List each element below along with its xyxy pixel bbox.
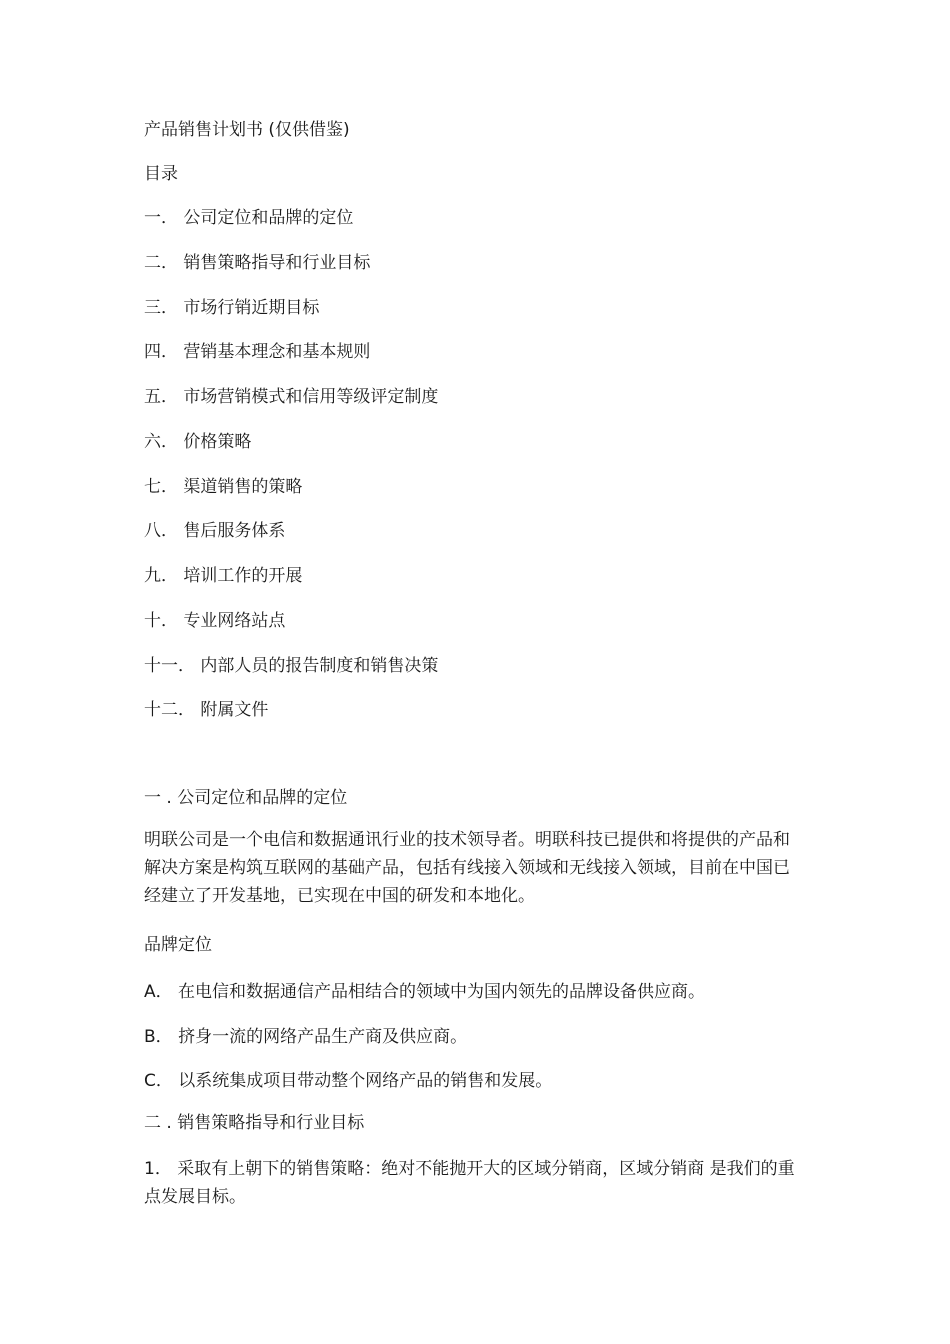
toc-item: 一． 公司定位和品牌的定位 — [144, 208, 354, 228]
toc-item: 七． 渠道销售的策略 — [144, 477, 303, 497]
section-heading: 二 . 销售策略指导和行业目标 — [144, 1113, 365, 1133]
toc-item: 二． 销售策略指导和行业目标 — [144, 253, 371, 273]
toc-item: 五． 市场营销模式和信用等级评定制度 — [144, 387, 439, 407]
brand-heading: 品牌定位 — [144, 935, 212, 955]
toc-item: 八． 售后服务体系 — [144, 521, 286, 541]
section-paragraph: 1． 采取有上朝下的销售策略：绝对不能抛开大的区域分销商，区域分销商 是我们的重点发展目标。 — [144, 1159, 795, 1207]
toc-item: 十二． 附属文件 — [144, 700, 269, 720]
brand-item: A． 在电信和数据通信产品相结合的领域中为国内领先的品牌设备供应商。 — [144, 982, 706, 1002]
document-title: 产品销售计划书 (仅供借鉴) — [144, 120, 350, 140]
section-paragraph: 明联公司是一个电信和数据通讯行业的技术领导者。明联科技已提供和将提供的产品和解决方案是构筑互联网的基础产品，包括有线接入领域和无线接入领域，目前在中国已经建立了开发基地，已实现在中国的研发和本地化。 — [144, 830, 790, 906]
toc-item: 四． 营销基本理念和基本规则 — [144, 342, 371, 362]
section-heading: 一 . 公司定位和品牌的定位 — [144, 788, 348, 808]
brand-item: B． 挤身一流的网络产品生产商及供应商。 — [144, 1027, 468, 1047]
toc-item: 六． 价格策略 — [144, 432, 252, 452]
toc-item: 十． 专业网络站点 — [144, 611, 286, 631]
toc-item: 十一． 内部人员的报告制度和销售决策 — [144, 656, 439, 676]
toc-item: 三． 市场行销近期目标 — [144, 298, 320, 318]
toc-heading: 目录 — [144, 164, 178, 184]
brand-item: C． 以系统集成项目带动整个网络产品的销售和发展。 — [144, 1071, 553, 1091]
toc-item: 九． 培训工作的开展 — [144, 566, 303, 586]
